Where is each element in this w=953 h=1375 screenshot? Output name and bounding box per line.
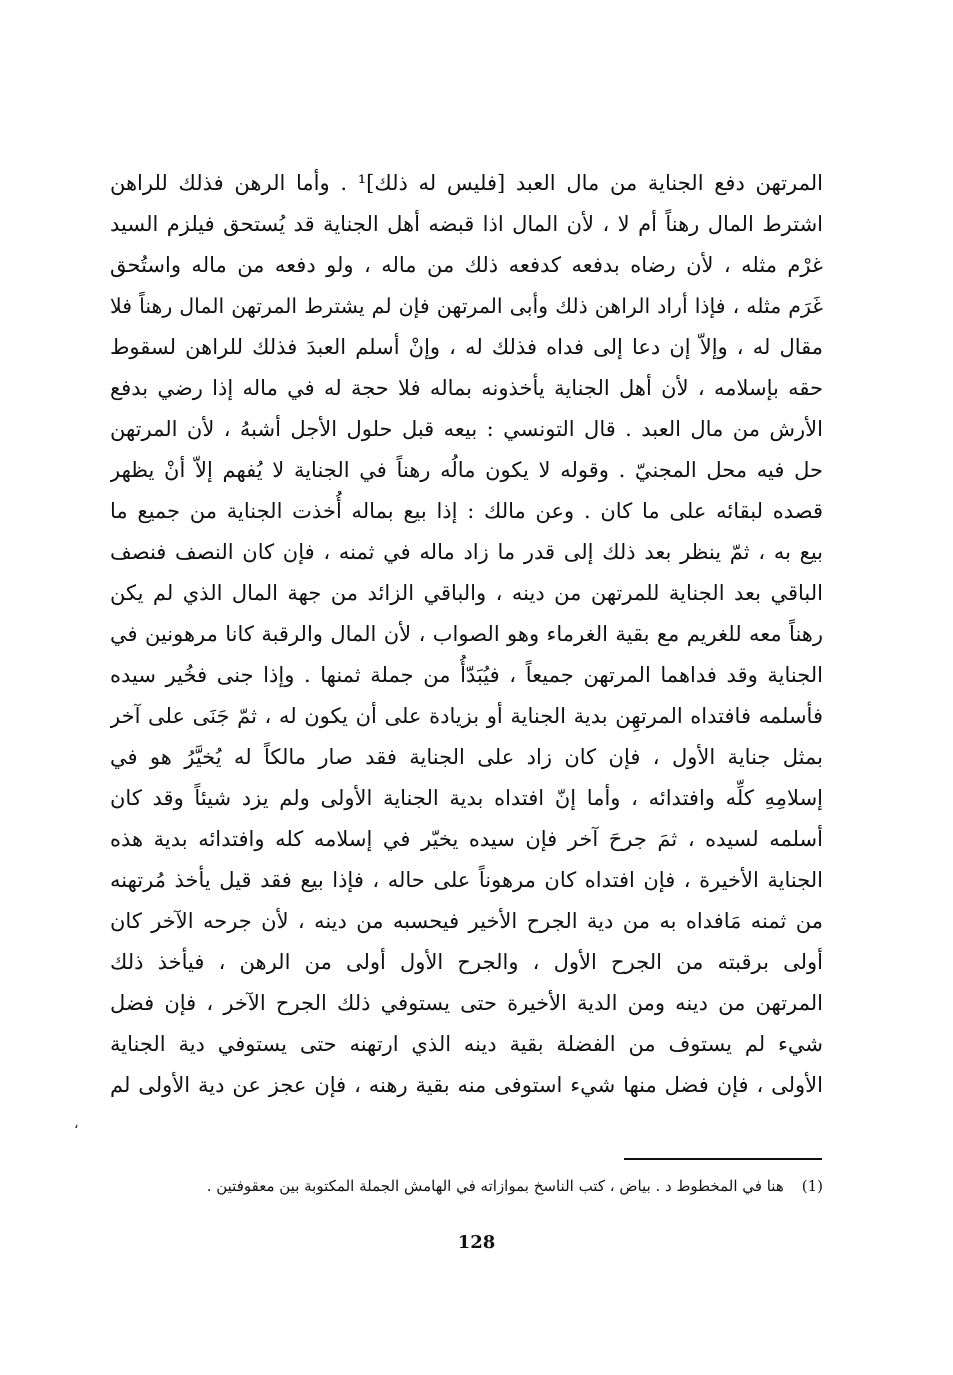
text-line: حقه بإسلامه ، لأن أهل الجناية يأخذونه بماله فلا حجة له في ماله إذا رضي بدفع <box>110 376 823 400</box>
text-line: أسلمه لسيده ، ثمَ جرحَ آخر فإن سيده يخيّر في إسلامه كله وافتدائه بدية هذه <box>110 827 823 851</box>
text-line: مقال له ، وإلاّ إن دعا إلى فداه فذلك له ، وإنْ أسلم العبدَ فذلك للراهن لسقوط <box>110 335 823 359</box>
main-text-block <box>110 163 823 1106</box>
text-line: الأولى ، فإن فضل منها شيء استوفى منه بقية رهنه ، فإن عجز عن دية الأولى لم <box>110 1073 823 1097</box>
text-line: رهناً معه للغريم مع بقية الغرماء وهو الصواب ، لأن المال والرقبة كانا مرهونين في <box>110 622 823 646</box>
text-line: الجناية الأخيرة ، فإن افتداه كان مرهوناً على حاله ، فإذا بيع فقد قيل يأخذ مُرتهنه <box>110 868 823 892</box>
text-line: غَرَم مثله ، فإذا أراد الراهن ذلك وأبى المرتهن فإن لم يشترط المرتهن المال رهناً فلا <box>110 294 823 318</box>
text-line: اشترط المال رهناً أم لا ، لأن المال اذا قبضه أهل الجناية قد يُستحق فيلزم السيد <box>110 212 823 236</box>
text-line: غرْم مثله ، لأن رضاه بدفعه كدفعه ذلك من ماله ، ولو دفعه من ماله واستُحق <box>110 253 823 277</box>
text-line: الباقي بعد الجناية للمرتهن من دينه ، والباقي الزائد من جهة المال الذي لم يكن <box>110 581 823 605</box>
text-line: بيع به ، ثمّ ينظر بعد ذلك إلى قدر ما زاد ماله في ثمنه ، فإن كان النصف فنصف <box>110 540 823 564</box>
text-line: حل فيه محل المجنيّ . وقوله لا يكون مالُه رهناً في الجناية لا يُفهم إلاّ أنْ يظهر <box>110 458 823 482</box>
text-line: إسلامِهِ كلِّه وافتدائه ، وأما إنّ افتداه بدية الجناية الأولى ولم يزد شيئاً وقد كان <box>110 786 823 810</box>
text-line: فأسلمه فافتداه المرتهِن بدية الجناية أو بزيادة على أن يكون له ، ثمّ جَنَى على آخر <box>110 704 823 728</box>
text-line: بمثل جناية الأول ، فإن كان زاد على الجناية فقد صار مالكاً له يُخيَّرُ هو في <box>110 745 823 769</box>
text-line: الأرش من مال العبد . قال التونسي : بيعه قبل حلول الأجل أشبهُ ، لأن المرتهن <box>110 417 823 441</box>
text-line: المرتهن دفع الجناية من مال العبد [فليس له ذلك]¹ . وأما الرهن فذلك للراهن <box>110 171 823 195</box>
text-line: المرتهن من دينه ومن الدية الأخيرة حتى يستوفي ذلك الجرح الآخر ، فإن فضل <box>110 991 823 1015</box>
footnote-number: (1) <box>801 1177 823 1195</box>
footnote-text: هنا في المخطوط د . بياض ، كتب الناسخ بموازاته في الهامش الجملة المكتوبة بين معقوفتين . <box>206 1177 784 1195</box>
text-line: شيء لم يستوف من الفضلة بقية دينه الذي ارتهنه حتى يستوفي دية الجناية <box>110 1032 823 1056</box>
text-line: من ثمنه مَافداه به من دية الجرح الأخير فيحسبه من دينه ، لأن جرحه الآخر كان <box>110 909 823 933</box>
margin-mark: ، <box>74 1116 79 1132</box>
text-line: أولى برقبته من الجرح الأول ، والجرح الأول أولى من الرهن ، فيأخذ ذلك <box>110 950 823 974</box>
text-line: الجناية وقد فداهما المرتهن جميعاً ، فيُبَدّأُ من جملة ثمنها . وإذا جنى فخُير سيده <box>110 663 823 687</box>
footnote-divider <box>624 1158 822 1160</box>
text-line: قصده لبقائه على ما كان . وعن مالك : إذا بيع بماله أُخذت الجناية من جميع ما <box>110 499 823 523</box>
footnote <box>110 1172 823 1200</box>
page-number: 128 <box>457 1232 496 1253</box>
